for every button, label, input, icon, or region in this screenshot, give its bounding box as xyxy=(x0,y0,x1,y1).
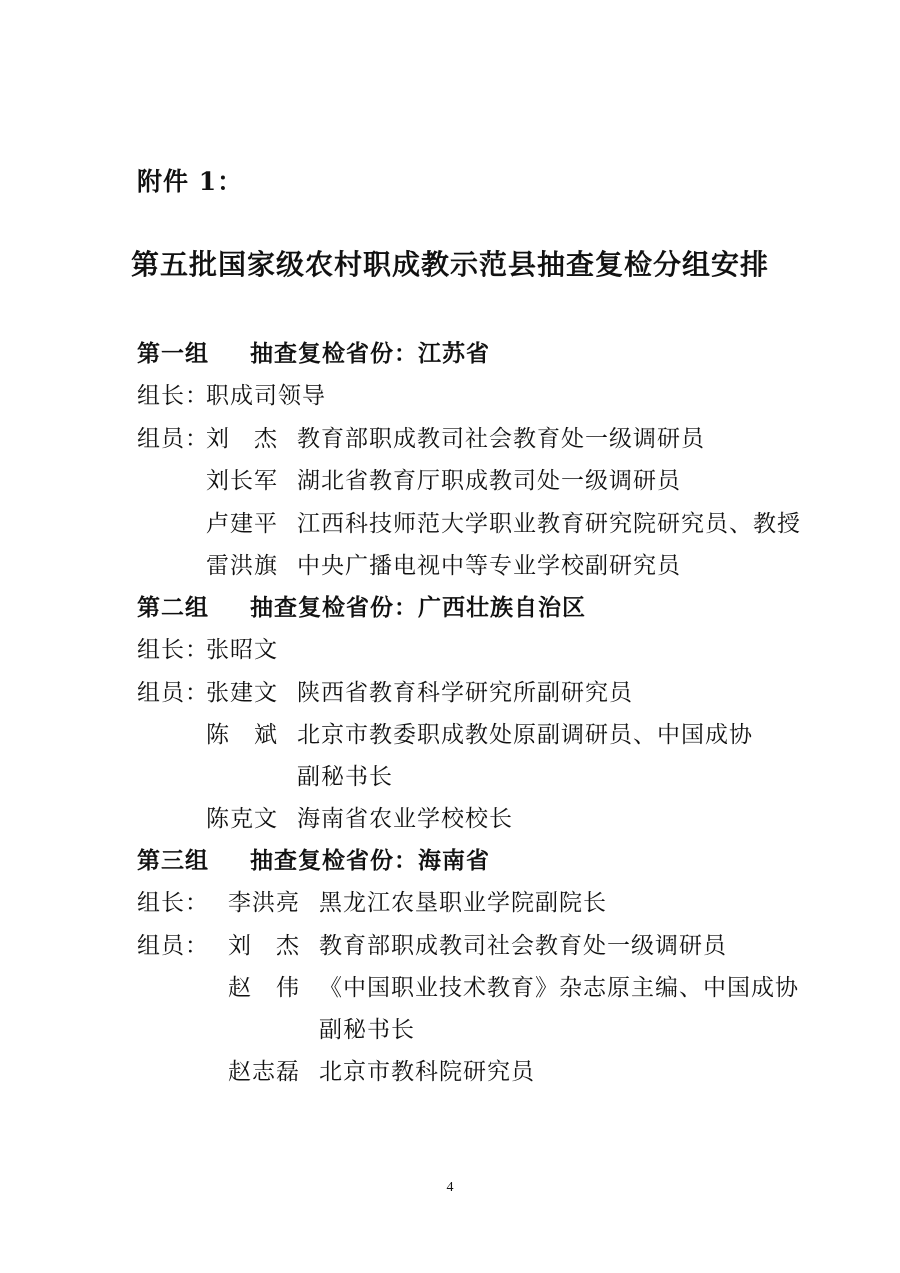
attachment-label: 附件 1： xyxy=(137,167,244,196)
group-3-leader-title: 黑龙江农垦职业学院副院长 xyxy=(319,890,607,916)
group-3-member-2-name: 赵 伟 xyxy=(228,975,300,1001)
group-1-member-4-name: 雷洪旗 xyxy=(206,553,278,579)
group-1-leader-label: 组长： xyxy=(137,383,209,409)
group-2-province: 抽查复检省份：广西壮族自治区 xyxy=(250,594,586,621)
group-2-leader-label: 组长： xyxy=(137,637,209,663)
group-1-member-3-title: 江西科技师范大学职业教育研究院研究员、教授 xyxy=(297,511,801,537)
group-1-members-label: 组员： xyxy=(137,426,209,452)
document-title: 第五批国家级农村职成教示范县抽查复检分组安排 xyxy=(130,248,769,281)
group-3-province: 抽查复检省份：海南省 xyxy=(250,847,490,874)
group-3-member-2-title: 《中国职业技术教育》杂志原主编、中国成协 xyxy=(319,975,799,1001)
group-3-member-3-name: 赵志磊 xyxy=(228,1059,300,1085)
group-3-leader-label: 组长： xyxy=(137,890,209,916)
group-3-member-2-title-cont: 副秘书长 xyxy=(319,1017,415,1043)
page-number: 4 xyxy=(446,1180,454,1195)
group-3-member-1-name: 刘 杰 xyxy=(228,933,300,959)
group-1-member-1-title: 教育部职成教司社会教育处一级调研员 xyxy=(297,426,705,452)
group-1-province: 抽查复检省份：江苏省 xyxy=(250,340,490,367)
group-1-member-2-title: 湖北省教育厅职成教司处一级调研员 xyxy=(297,468,681,494)
group-1-member-3-name: 卢建平 xyxy=(206,511,278,537)
group-2-member-1-name: 张建文 xyxy=(206,680,278,706)
group-1-member-1-name: 刘 杰 xyxy=(206,426,278,452)
group-1-name: 第一组 xyxy=(137,340,209,367)
group-2-member-2-title: 北京市教委职成教处原副调研员、中国成协 xyxy=(297,722,753,748)
group-2-member-1-title: 陕西省教育科学研究所副研究员 xyxy=(297,680,633,706)
group-3-leader: 李洪亮 xyxy=(228,890,300,916)
group-3-member-1-title: 教育部职成教司社会教育处一级调研员 xyxy=(319,933,727,959)
group-2-member-2-name: 陈 斌 xyxy=(206,722,278,748)
group-2-name: 第二组 xyxy=(137,594,209,621)
group-2-member-3-title: 海南省农业学校校长 xyxy=(297,806,513,832)
group-1-member-2-name: 刘长军 xyxy=(206,468,278,494)
group-2-member-3-name: 陈克文 xyxy=(206,806,278,832)
group-3-member-3-title: 北京市教科院研究员 xyxy=(319,1059,535,1085)
group-1-member-4-title: 中央广播电视中等专业学校副研究员 xyxy=(297,553,681,579)
group-3-members-label: 组员： xyxy=(137,933,209,959)
group-1-leader: 职成司领导 xyxy=(206,383,326,409)
group-2-members-label: 组员： xyxy=(137,680,209,706)
group-2-member-2-title-cont: 副秘书长 xyxy=(297,764,393,790)
group-3-name: 第三组 xyxy=(137,847,209,874)
group-2-leader: 张昭文 xyxy=(206,637,278,663)
